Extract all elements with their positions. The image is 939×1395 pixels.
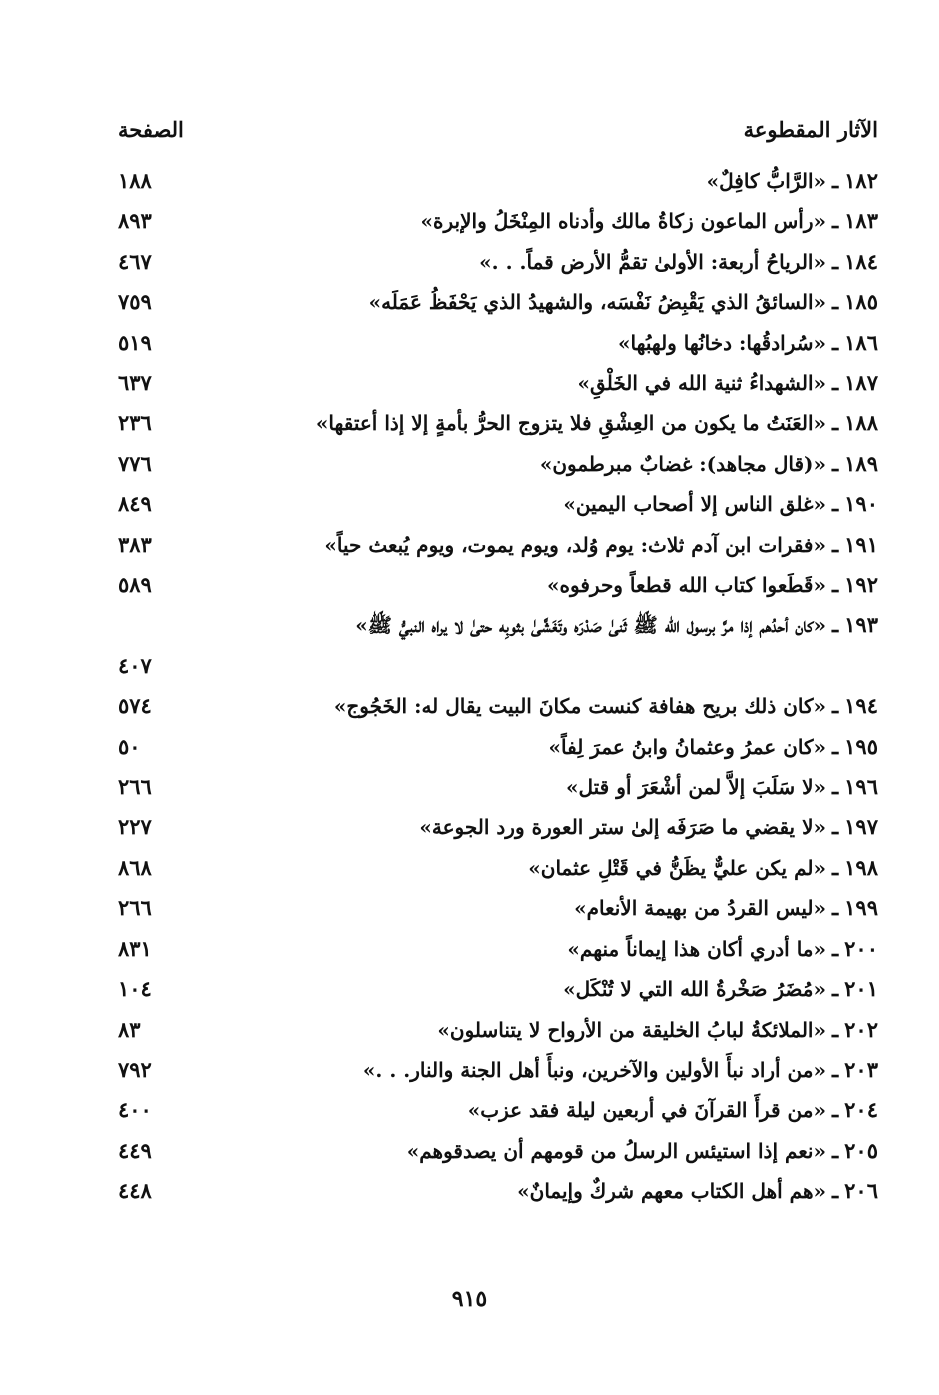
index-entry xyxy=(118,161,878,201)
entry-number: ١٨٦ xyxy=(844,329,878,355)
entry-page-number: ٨٣ xyxy=(118,1016,141,1042)
index-entry xyxy=(118,929,878,969)
entry-separator: ـ xyxy=(832,1137,839,1163)
entry-page-number: ٥١٩ xyxy=(118,329,152,355)
entry-page-number: ٥٧٤ xyxy=(118,693,152,719)
entry-separator: ـ xyxy=(832,1097,839,1123)
entry-number: ١٨٤ xyxy=(844,248,878,274)
entry-text: «هم أهل الكتاب معهم شركٌ وإيمانٌ» xyxy=(517,1179,826,1204)
entry-number: ١٨٩ xyxy=(844,450,878,476)
index-entry xyxy=(118,242,878,282)
entry-number: ١٨٥ xyxy=(844,289,878,315)
entry-separator: ـ xyxy=(832,733,839,759)
entry-separator: ـ xyxy=(832,774,839,800)
entry-page-number: ٢٢٧ xyxy=(118,814,152,840)
entry-separator: ـ xyxy=(832,491,839,517)
entry-page-number: ٧٧٦ xyxy=(118,450,152,476)
entry-separator: ـ xyxy=(832,693,839,719)
index-entry xyxy=(118,969,878,1009)
entry-text: «من قرأَ القرآنَ في أربعين ليلة فقد عزب» xyxy=(467,1098,826,1123)
entry-separator: ـ xyxy=(832,1016,839,1042)
entry-page-number: ٥٨٩ xyxy=(118,572,152,598)
entry-number: ١٩٤ xyxy=(844,693,878,719)
entry-number: ٢٠٢ xyxy=(844,1016,878,1042)
entry-text: «العَنَتُ ما يكون من العِشْقِ فلا يتزوج الحرُّ بأمةٍ إلا إذا أعتقها» xyxy=(315,411,826,436)
index-entry xyxy=(118,686,878,726)
entry-text: «الرياحُ أربعة: الأولىٰ تقمُّ الأرض قماً. . .» xyxy=(479,249,826,274)
entry-number: ١٨٢ xyxy=(844,168,878,193)
entry-page-number: ٤٤٨ xyxy=(118,1178,152,1204)
entry-text: «نعم إذا استيئس الرسلُ من قومهم أن يصدقوهم» xyxy=(406,1138,826,1163)
index-entry xyxy=(118,605,878,686)
page-column-label: الصفحة xyxy=(118,117,184,142)
entry-number: ١٩٨ xyxy=(844,854,878,880)
entry-number: ٢٠٣ xyxy=(844,1056,878,1082)
entry-separator: ـ xyxy=(832,814,839,840)
entry-text: «(قال مجاهد): غضابٌ مبرطمون» xyxy=(539,451,826,476)
entry-text: «سُرادقُها: دخانُها ولهبُها» xyxy=(618,330,826,355)
entry-text: «السائقُ الذي يَقْبِضُ نَفْسَه، والشهيدُ الذي يَحْفَظُ عَمَلَه» xyxy=(368,290,826,315)
entry-separator: ـ xyxy=(832,612,839,638)
entry-page-number: ٣٨٣ xyxy=(118,531,152,557)
index-entry xyxy=(118,282,878,322)
index-entry xyxy=(118,525,878,565)
entry-page-number: ٦٣٧ xyxy=(118,370,152,396)
entry-text: «كان عمرُ وعثمانُ وابنُ عمرَ لِفاً» xyxy=(548,734,826,759)
entry-separator: ـ xyxy=(832,572,839,598)
entry-page-number: ٤٠٧ xyxy=(118,652,152,678)
index-entry xyxy=(118,767,878,807)
entry-separator: ـ xyxy=(832,935,839,961)
page-number: ٩١٥ xyxy=(451,1286,488,1312)
entry-separator: ـ xyxy=(832,289,839,315)
entry-separator: ـ xyxy=(832,248,839,274)
entry-number: ١٩٩ xyxy=(844,895,878,921)
entry-number: ١٩٣ xyxy=(844,612,878,638)
page-header xyxy=(118,112,878,148)
entry-separator: ـ xyxy=(832,895,839,921)
entry-number: ٢٠٦ xyxy=(844,1178,878,1204)
entry-text: «الرَّابُّ كافِلٌ» xyxy=(706,169,826,193)
entry-separator: ـ xyxy=(832,410,839,436)
entry-text: «من أراد نبأَ الأولين والآخرين، ونبأَ أهل الجنة والنار. . .» xyxy=(362,1057,826,1082)
entry-number: ١٨٣ xyxy=(844,208,878,234)
entry-page-number: ١٨٨ xyxy=(118,168,152,193)
entry-separator: ـ xyxy=(832,976,839,1002)
entry-number: ١٩١ xyxy=(844,531,878,557)
index-entry xyxy=(118,1131,878,1171)
entry-number: ٢٠١ xyxy=(844,976,878,1002)
index-entry xyxy=(118,1050,878,1090)
index-entry xyxy=(118,1171,878,1211)
index-entry xyxy=(118,484,878,524)
entry-page-number: ٧٥٩ xyxy=(118,289,152,315)
index-entry xyxy=(118,201,878,241)
index-entry xyxy=(118,1090,878,1130)
index-entry xyxy=(118,403,878,443)
entry-page-number: ٢٦٦ xyxy=(118,774,152,800)
entry-separator: ـ xyxy=(832,208,839,234)
entry-text: «فقرات ابن آدم ثلاث: يوم وُلد، ويوم يموت، ويوم يُبعث حياً» xyxy=(324,532,826,557)
entry-separator: ـ xyxy=(832,168,839,193)
entry-page-number: ٥٠ xyxy=(118,733,141,759)
index-entry xyxy=(118,1010,878,1050)
entry-number: ١٩٢ xyxy=(844,572,878,598)
entry-text: «غلق الناس إلا أصحاب اليمين» xyxy=(563,492,826,517)
index-entries-list xyxy=(118,161,878,1212)
entry-page-number: ٤٤٩ xyxy=(118,1137,152,1163)
entry-page-number: ٢٦٦ xyxy=(118,895,152,921)
entry-number: ٢٠٥ xyxy=(844,1137,878,1163)
entry-text: «ما أدري أكان هذا إيماناً منهم» xyxy=(567,936,826,961)
entry-text: «لا يقضي ما صَرَفَه إلىٰ ستر العورة ورد الجوعة» xyxy=(419,815,826,840)
section-title: الآثار المقطوعة xyxy=(743,117,878,142)
entry-page-number: ٨٤٩ xyxy=(118,491,152,517)
entry-separator: ـ xyxy=(832,450,839,476)
entry-separator: ـ xyxy=(832,329,839,355)
index-entry xyxy=(118,363,878,403)
entry-number: ١٩٧ xyxy=(844,814,878,840)
entry-separator: ـ xyxy=(832,370,839,396)
entry-text: «لا سَلَبَ إلاَّ لمن أشْعَرَ أو قتل» xyxy=(566,775,826,800)
index-entry xyxy=(118,565,878,605)
entry-separator: ـ xyxy=(832,1178,839,1204)
index-entry xyxy=(118,323,878,363)
entry-page-number: ١٠٤ xyxy=(118,976,152,1002)
entry-text: «كان أحدُهم إذا مرَّ برسول الله ﷺ ثَنىٰ صَدْرَه وتَغَشَّىٰ بثوبِه حتىٰ لا يراه النبيُّ ﷺ» xyxy=(355,613,826,638)
entry-text: «الشهداءُ ثنية الله في الخَلْقِ» xyxy=(577,371,826,396)
entry-page-number: ٨٣١ xyxy=(118,935,152,961)
entry-number: ٢٠٤ xyxy=(844,1097,878,1123)
entry-text: «كان ذلك بريح هفافة كنست مكانَ البيت يقال له: الخَجُوج» xyxy=(333,694,826,719)
entry-separator: ـ xyxy=(832,1056,839,1082)
index-entry xyxy=(118,848,878,888)
entry-page-number: ٢٣٦ xyxy=(118,410,152,436)
entry-separator: ـ xyxy=(832,531,839,557)
entry-text: «ليس القردُ من بهيمة الأنعام» xyxy=(574,896,826,921)
entry-number: ١٩٠ xyxy=(844,491,878,517)
entry-page-number: ٨٦٨ xyxy=(118,854,152,880)
entry-number: ١٨٨ xyxy=(844,410,878,436)
index-entry xyxy=(118,807,878,847)
index-entry xyxy=(118,888,878,928)
entry-page-number: ٤٠٠ xyxy=(118,1097,152,1123)
index-entry xyxy=(118,727,878,767)
entry-page-number: ٧٩٢ xyxy=(118,1056,152,1082)
entry-text: «قَطَعوا كتاب الله قطعاً وحرفوه» xyxy=(547,573,826,598)
entry-separator: ـ xyxy=(832,854,839,880)
entry-number: ١٩٦ xyxy=(844,774,878,800)
entry-text: «لم يكن عليٌّ يظَنُّ في قَتْلِ عثمان» xyxy=(528,855,826,880)
entry-page-number: ٨٩٣ xyxy=(118,208,152,234)
entry-text: «مُضَرُ صَخْرةُ الله التي لا تُنْكَل» xyxy=(563,977,826,1002)
entry-text: «رأس الماعون زكاةُ مالك وأدناه المِنْخَلُ والإبرة» xyxy=(420,209,826,234)
entry-number: ١٨٧ xyxy=(844,370,878,396)
entry-number: ١٩٥ xyxy=(844,733,878,759)
entry-page-number: ٤٦٧ xyxy=(118,248,152,274)
entry-text: «الملائكةُ لبابُ الخليقة من الأرواح لا يتناسلون» xyxy=(437,1017,826,1042)
index-entry xyxy=(118,444,878,484)
entry-number: ٢٠٠ xyxy=(844,935,878,961)
